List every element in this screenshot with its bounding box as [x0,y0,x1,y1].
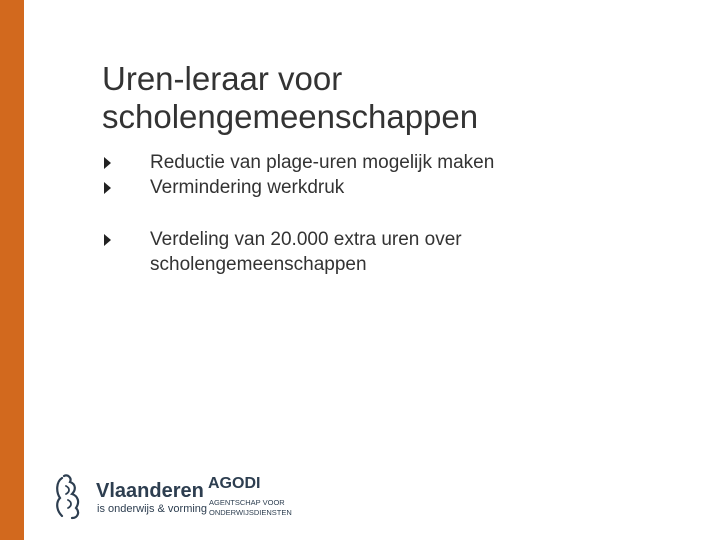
vlaanderen-logo-name: Vlaanderen [96,480,204,502]
bullet-text: Reductie van plage-uren mogelijk maken [150,152,495,173]
bullet-arrow-icon [104,182,111,194]
bullet-item [102,227,662,277]
agodi-logo-name: AGODI [208,475,261,492]
bullet-item [102,175,662,200]
bullet-list [102,150,662,277]
accent-side-bar [0,0,24,540]
bullet-arrow-icon [104,157,111,169]
footer-logos [50,468,310,528]
bullet-text: Vermindering werkdruk [150,177,345,198]
bullet-text: Verdeling van 20.000 extra uren over scholengemeenschappen [150,229,462,275]
slide-title: Uren-leraar voor scholengemeenschappen [102,60,479,135]
vlaanderen-logo-tagline: is onderwijs & vorming [97,503,208,515]
bullet-arrow-icon [104,234,111,246]
agodi-logo-tagline: AGENTSCHAP VOOR ONDERWIJSDIENSTEN [209,498,292,517]
bullet-item [102,150,662,175]
flemish-lion-icon [50,472,90,522]
